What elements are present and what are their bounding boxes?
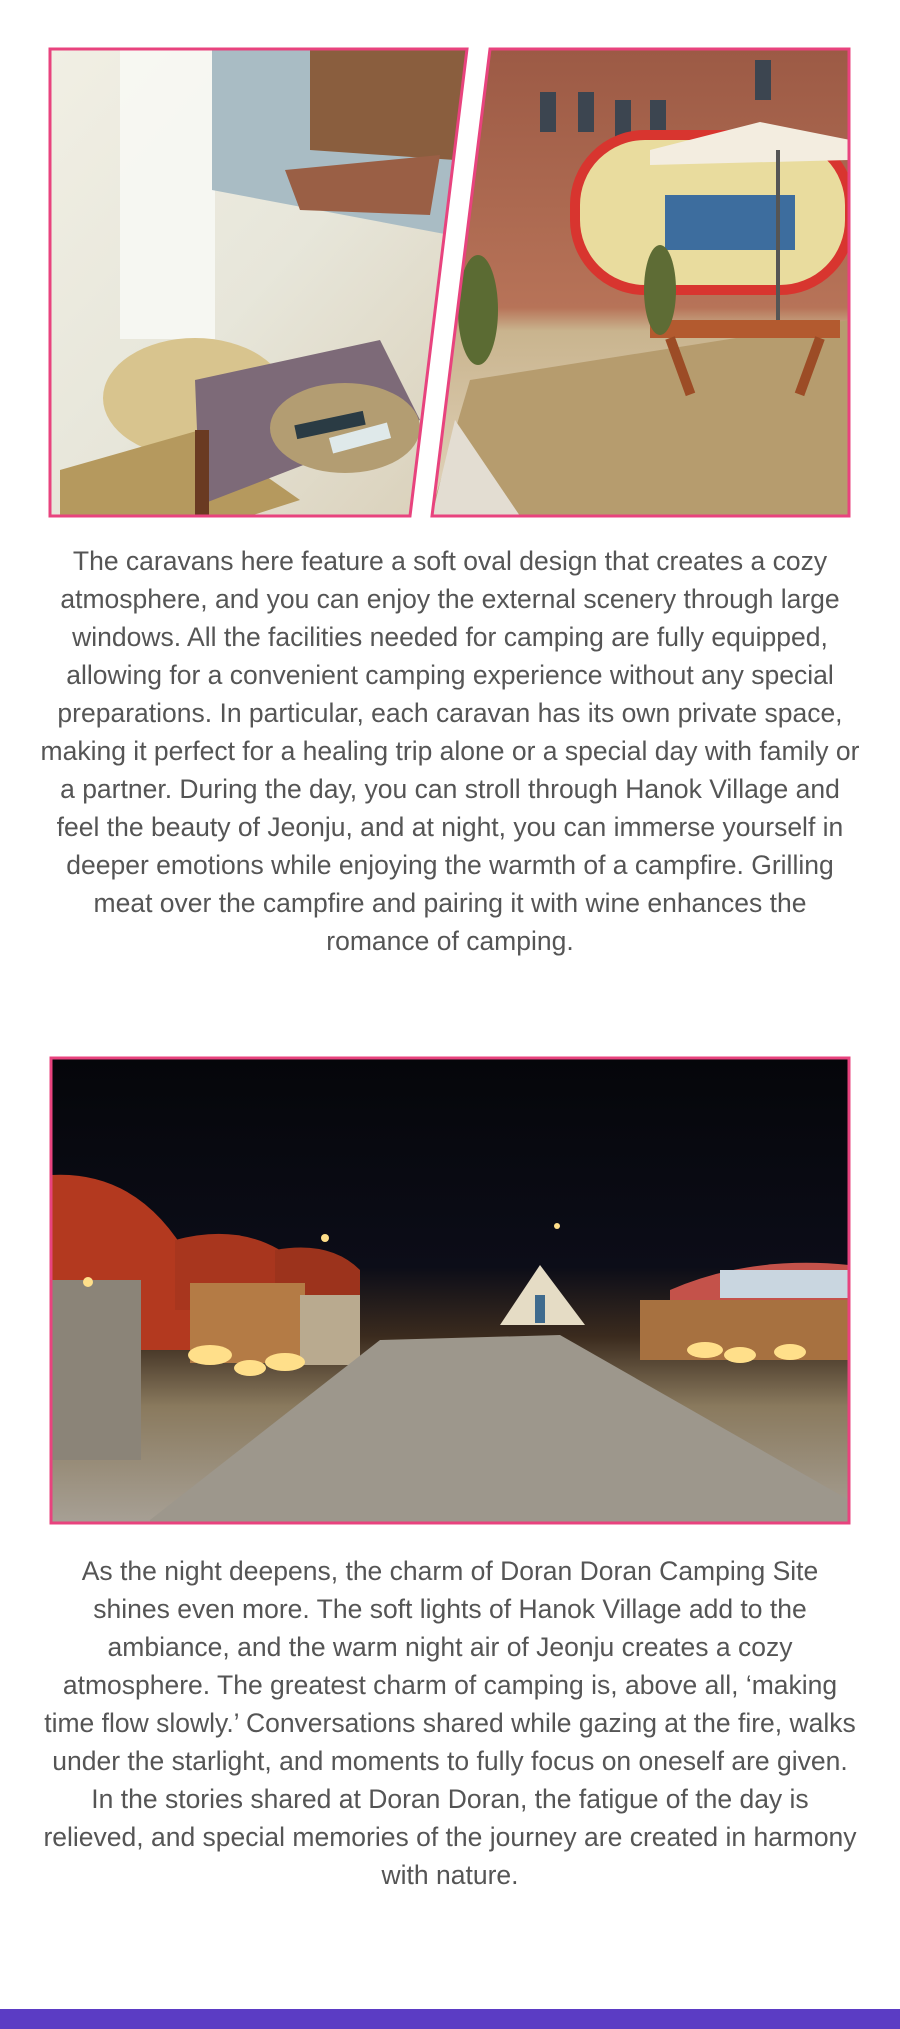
night-description-paragraph: As the night deepens, the charm of Doran Doran Camping Site shines even more. The soft lights of Hanok Village add to the ambiance, and the warm night air of Jeonju creates a cozy atmosphere. The greatest charm of camping is, above all, ‘making time flow slowly.’ Conversations shared while gazing at the fire, walks under the starlight, and moments to fully focus on oneself are given. In the stories shared at Doran Doran, the fatigue of the day is relieved, and special memories of the journey are created in harmony with nature. <box>43 1556 857 1890</box>
caravan-exterior-photo <box>430 49 850 519</box>
caravan-interior-photo <box>50 49 470 519</box>
footer-bar <box>0 2009 900 2029</box>
caravan-description-paragraph: The caravans here feature a soft oval design that creates a cozy atmosphere, and you can enjoy the external scenery through large windows. All the facilities needed for camping are fully equipped, allowing for a convenient camping experience without any special preparations. In particular, each caravan has its own private space, making it perfect for a healing trip alone or a special day with family or a partner. During the day, you can stroll through Hanok Village and feel the beauty of Jeonju, and at night, you can immerse yourself in deeper emotions while enjoying the warmth of a campfire. Grilling meat over the campfire and pairing it with wine enhances the romance of camping. <box>40 546 860 956</box>
night-campsite-photo <box>51 1058 849 1523</box>
